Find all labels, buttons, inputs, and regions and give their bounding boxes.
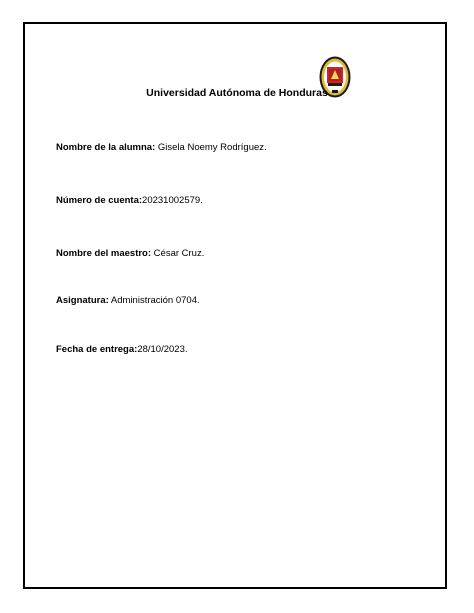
subject-field [56,295,200,307]
delivery-date-label: Fecha de entrega: [56,344,138,355]
account-number-field [56,195,203,207]
university-title: Universidad Autónoma de Honduras [146,87,328,99]
student-name-value: Gisela Noemy Rodríguez. [155,142,267,153]
delivery-date-value: 28/10/2023. [137,344,188,355]
student-name-label: Nombre de la alumna: [56,142,156,153]
teacher-name-field [56,248,204,260]
student-name-field [56,142,267,154]
teacher-name-value: César Cruz. [151,248,205,259]
teacher-name-label: Nombre del maestro: [56,248,152,259]
subject-label: Asignatura: [56,295,109,306]
delivery-date-field [56,344,188,356]
account-number-label: Número de cuenta: [56,195,143,206]
subject-value: Administración 0704. [108,295,200,306]
account-number-value: 20231002579. [142,195,203,206]
